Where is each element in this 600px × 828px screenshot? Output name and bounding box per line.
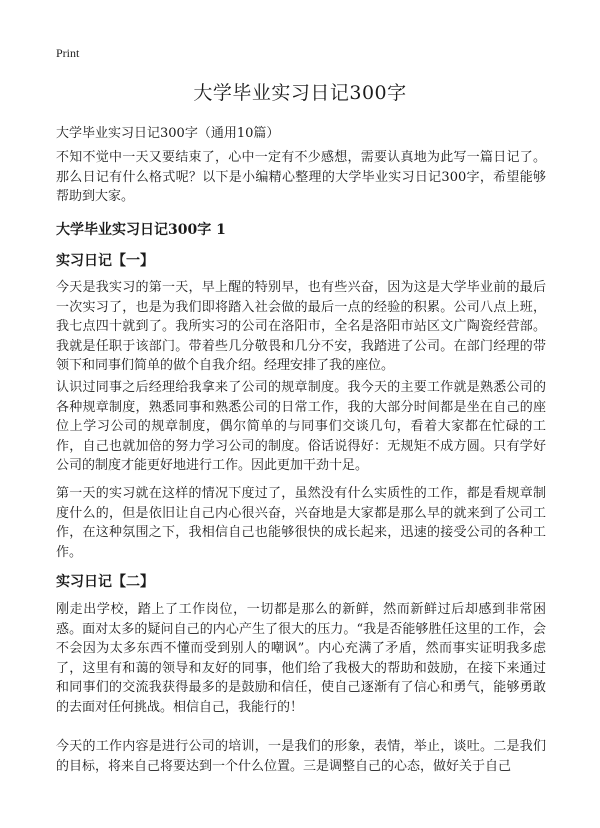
entry1-paragraph-1: 今天是我实习的第一天，早上醒的特别早，也有些兴奋，因为这是大学毕业前的最后一次实习了，也是为我们即将踏入社会做的最后一点的经验的积累。公司八点上班，我七点四十就到了。我所实习的公司在洛阳市，全名是洛阳市站区文广陶瓷经营部。我就是任职于该部门。带着些几分敬畏和几分不安，我踏进了公司。在部门经理的带领下和同事们简单的做个自我介绍。经理安排了我的座位。 [56, 280, 546, 373]
document-subtitle: 大学毕业实习日记300字（通用10篇） [56, 126, 280, 141]
section-title: 大学毕业实习日记300字 1 [56, 222, 226, 238]
entry1-heading: 实习日记【一】 [56, 253, 154, 269]
entry1-paragraph-2: 认识过同事之后经理给我拿来了公司的规章制度。我今天的主要工作就是熟悉公司的各种规章制度，熟悉同事和熟悉公司的日常工作，我的大部分时间都是坐在自己的座位上学习公司的规章制度，偶尔简单的与同事们交谈几句，看着大家都在忙碌的工作，自己也就加倍的努力学习公司的制度。俗话说得好：无规矩不成方圆。只有学好公司的制度才能更好地进行工作。因此更加干劲十足。 [56, 380, 546, 473]
print-link[interactable]: Print [56, 46, 80, 60]
entry1-paragraph-3: 第一天的实习就在这样的情况下度过了，虽然没有什么实质性的工作，都是看规章制度什么的，但是依旧让自己内心很兴奋，兴奋地是大家都是那么早的就来到了公司工作，在这种氛围之下，我相信自己也能够很快的成长起来，迅速的接受公司的各种工作。 [56, 486, 546, 560]
document-title: 大学毕业实习日记300字 [193, 82, 407, 104]
entry2-paragraph-2: 今天的工作内容是进行公司的培训，一是我们的形象，表情，举止，谈吐。二是我们的目标，将来自己将要达到一个什么位置。三是调整自己的心态，做好关于自己 [56, 739, 546, 774]
entry2-heading: 实习日记【二】 [56, 574, 154, 590]
intro-paragraph: 不知不觉中一天又要结束了，心中一定有不少感想，需要认真地为此写一篇日记了。那么日记有什么格式呢？以下是小编精心整理的大学毕业实习日记300字，希望能够帮助到大家。 [56, 150, 546, 204]
entry2-paragraph-1: 刚走出学校，踏上了工作岗位，一切都是那么的新鲜，然而新鲜过后却感到非常困惑。面对太多的疑问自己的内心产生了很大的压力。“我是否能够胜任这里的工作，会不会因为太多东西不懂而受到别人的嘲讽”。内心充满了矛盾，然而事实证明我多虑了，这里有和蔼的领导和友好的同事，他们给了我极大的帮助和鼓励，在接下来通过和同事们的交流我获得最多的是鼓励和信任，使自己逐渐有了信心和勇气，能够勇敢的去面对任何挑战。相信自己，我能行的！ [56, 602, 546, 715]
